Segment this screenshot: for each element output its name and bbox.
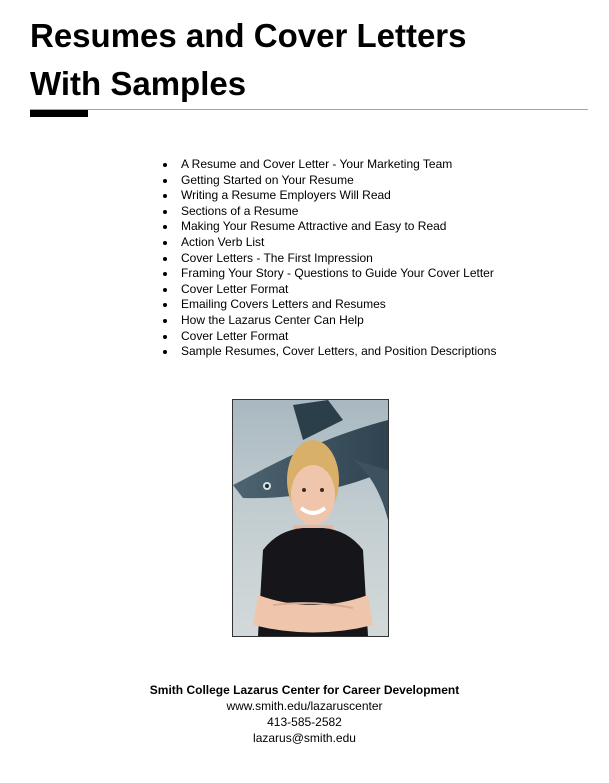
contents-item-label: Emailing Covers Letters and Resumes	[181, 297, 386, 312]
contents-item	[163, 313, 496, 329]
contents-item	[163, 329, 496, 345]
contents-item	[163, 282, 496, 298]
bullet-icon	[163, 350, 167, 354]
bullet-icon	[163, 210, 167, 214]
bullet-icon	[163, 225, 167, 229]
contents-item-label: Making Your Resume Attractive and Easy to Read	[181, 219, 447, 234]
contents-item	[163, 188, 496, 204]
title-divider-accent	[30, 110, 88, 117]
bullet-icon	[163, 335, 167, 339]
contents-item-label: Getting Started on Your Resume	[181, 172, 354, 187]
bullet-icon	[163, 319, 167, 323]
contents-item-label: Sections of a Resume	[181, 203, 299, 218]
footer-organization: Smith College Lazarus Center for Career Development	[149, 683, 460, 697]
contents-item	[163, 251, 496, 267]
contents-item	[163, 204, 496, 220]
bullet-icon	[163, 179, 167, 183]
footer-email[interactable]: lazarus@smith.edu	[253, 731, 356, 745]
contents-item	[163, 235, 496, 251]
contents-item	[163, 266, 496, 282]
contents-item	[163, 173, 496, 189]
document-title	[30, 12, 467, 108]
contents-item	[163, 344, 496, 360]
document-title-line-1: Resumes and Cover Letters	[30, 17, 467, 54]
contents-item-label: Framing Your Story - Questions to Guide Your Cover Letter	[181, 266, 494, 281]
contents-item-label: Sample Resumes, Cover Letters, and Position Descriptions	[181, 344, 497, 359]
contents-item-label: Writing a Resume Employers Will Read	[181, 188, 391, 203]
footer-website[interactable]: www.smith.edu/lazaruscenter	[226, 699, 383, 713]
contents-item-label: Cover Letters - The First Impression	[181, 250, 373, 265]
contents-item	[163, 157, 496, 173]
bullet-icon	[163, 288, 167, 292]
footer-phone: 413-585-2582	[267, 715, 342, 729]
student-photo	[232, 399, 389, 637]
student-photo-illustration	[233, 400, 388, 636]
contents-item-label: Cover Letter Format	[181, 328, 289, 343]
contents-item-label: Cover Letter Format	[181, 281, 289, 296]
bullet-icon	[163, 257, 167, 261]
contents-item-label: A Resume and Cover Letter - Your Marketing Team	[181, 157, 453, 171]
contents-item-label: Action Verb List	[181, 234, 265, 249]
bullet-icon	[163, 272, 167, 276]
title-divider	[30, 109, 588, 110]
bullet-icon	[163, 241, 167, 245]
bullet-icon	[163, 194, 167, 198]
bullet-icon	[163, 163, 167, 167]
contents-item-label: How the Lazarus Center Can Help	[181, 312, 364, 327]
document-title-line-2: With Samples	[30, 65, 247, 102]
contents-item	[163, 219, 496, 235]
contents-item	[163, 297, 496, 313]
bullet-icon	[163, 303, 167, 307]
contents-list	[163, 157, 496, 360]
